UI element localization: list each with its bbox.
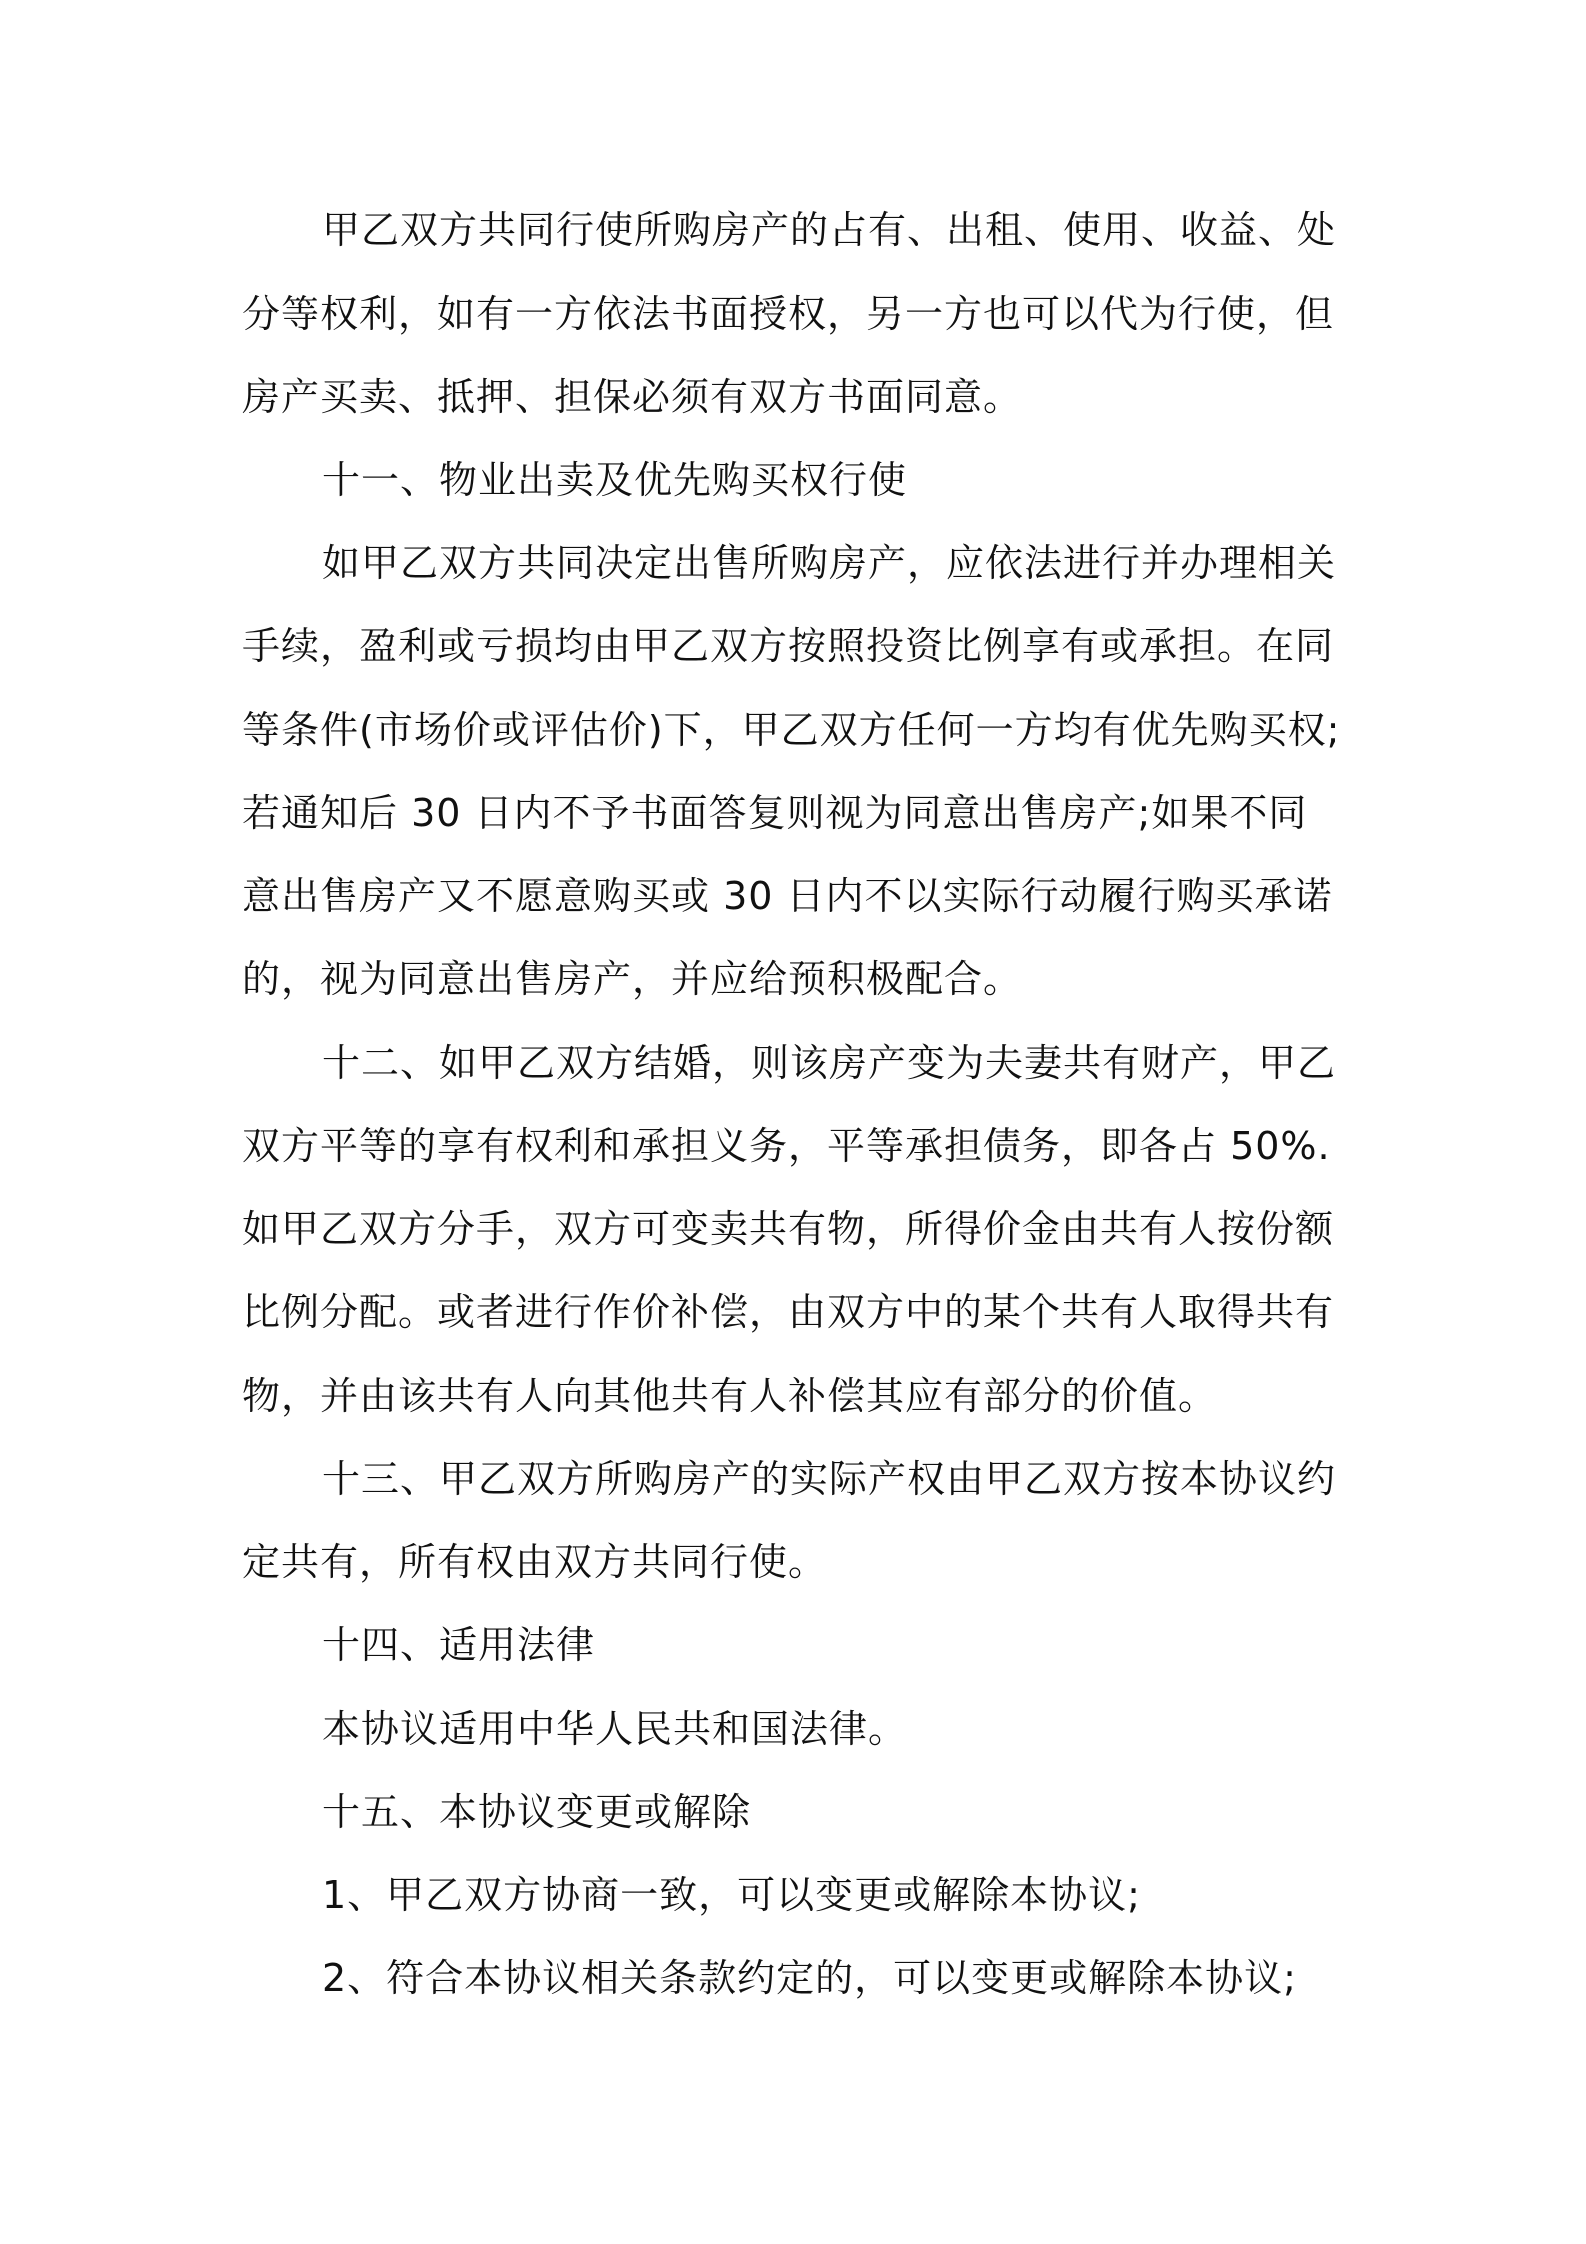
list-item: 1、甲乙双方协商一致，可以变更或解除本协议; — [322, 1873, 1141, 1917]
paragraph-line: 如甲乙双方共同决定出售所购房产，应依法进行并办理相关 — [322, 541, 1337, 585]
paragraph-line: 等条件(市场价或评估价)下，甲乙双方任何一方均有优先购买权; — [242, 708, 1341, 752]
paragraph-line: 的，视为同意出售房产，并应给预积极配合。 — [242, 957, 1023, 1001]
paragraph-line: 物，并由该共有人向其他共有人补偿其应有部分的价值。 — [242, 1374, 1218, 1418]
paragraph-line: 若通知后 30 日内不予书面答复则视为同意出售房产;如果不同 — [242, 791, 1308, 835]
paragraph-line: 十二、如甲乙双方结婚，则该房产变为夫妻共有财产，甲乙 — [322, 1041, 1337, 1085]
paragraph-line: 十三、甲乙双方所购房产的实际产权由甲乙双方按本协议约 — [322, 1457, 1337, 1501]
paragraph-line: 如甲乙双方分手，双方可变卖共有物，所得价金由共有人按份额 — [242, 1207, 1335, 1251]
paragraph-line: 手续，盈利或亏损均由甲乙双方按照投资比例享有或承担。在同 — [242, 624, 1335, 668]
section-heading: 十一、物业出卖及优先购买权行使 — [322, 458, 908, 502]
paragraph-line: 意出售房产又不愿意购买或 30 日内不以实际行动履行购买承诺 — [242, 874, 1333, 918]
paragraph-line: 比例分配。或者进行作价补偿，由双方中的某个共有人取得共有 — [242, 1290, 1335, 1334]
paragraph-line: 分等权利，如有一方依法书面授权，另一方也可以代为行使，但 — [242, 292, 1335, 336]
paragraph-line: 定共有，所有权由双方共同行使。 — [242, 1540, 828, 1584]
section-heading: 十四、适用法律 — [322, 1623, 596, 1667]
section-heading: 十五、本协议变更或解除 — [322, 1790, 752, 1834]
paragraph-line: 甲乙双方共同行使所购房产的占有、出租、使用、收益、处 — [322, 208, 1337, 252]
paragraph-line: 房产买卖、抵押、担保必须有双方书面同意。 — [242, 375, 1023, 419]
list-item: 2、符合本协议相关条款约定的，可以变更或解除本协议; — [322, 1956, 1297, 2000]
paragraph-line: 双方平等的享有权利和承担义务，平等承担债务，即各占 50%. — [242, 1124, 1331, 1168]
paragraph-line: 本协议适用中华人民共和国法律。 — [322, 1707, 908, 1751]
